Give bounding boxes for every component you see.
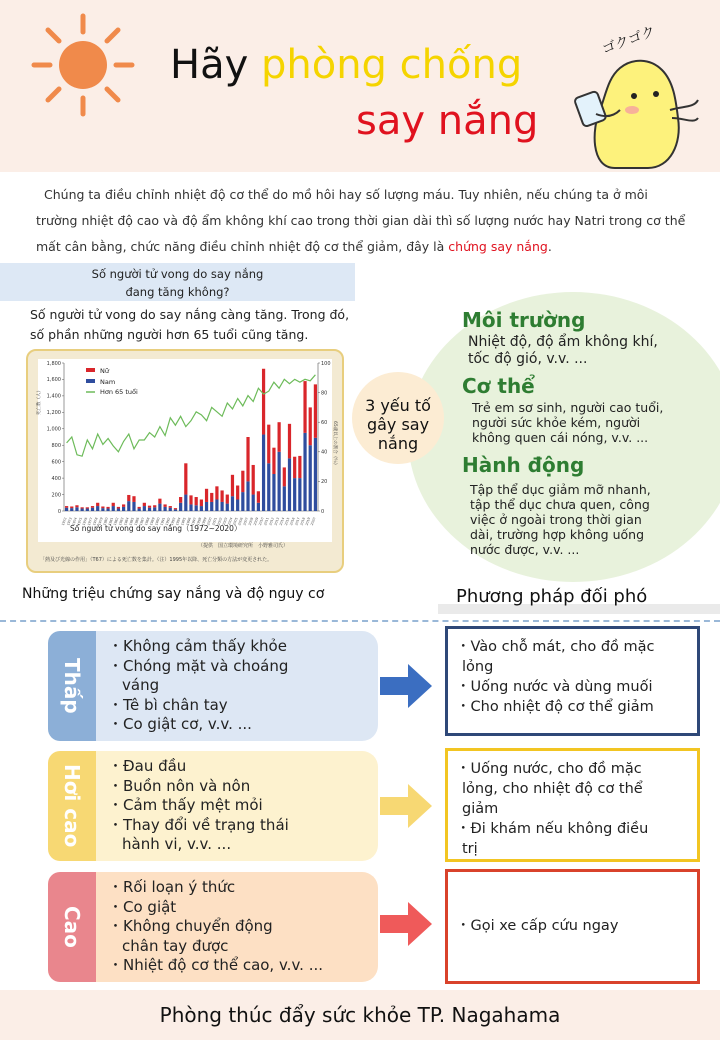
chart-y2-tick-label: 80	[321, 390, 328, 397]
response-high: ・Gọi xe cấp cứu ngay	[445, 869, 700, 984]
chart-bar-male	[158, 504, 161, 511]
chart-bar-female	[215, 486, 218, 499]
chart-bar-male	[127, 501, 130, 511]
chart-x-tick-label: 1979	[97, 516, 104, 526]
chart-bar-male	[288, 458, 291, 511]
chart-bar-male	[303, 433, 306, 511]
symptoms-high: ・Rối loạn ý thức ・Co giật ・Không chuyển động chân tay được ・Nhiệt độ cơ thể cao, v.v. ...	[96, 872, 378, 982]
chart-x-tick-label: 1980	[102, 516, 110, 526]
chart-bar-female	[241, 471, 244, 492]
arrow-right-icon-low	[380, 664, 432, 708]
chart-bar-male	[117, 509, 120, 511]
chart-bar-male	[241, 492, 244, 511]
chart-y2-tick-label: 100	[321, 360, 331, 367]
chart-bar-male	[267, 463, 270, 511]
chart-bar-male	[195, 505, 198, 511]
chart-bar-female	[153, 505, 156, 507]
chart-y-tick-label: 1,400	[46, 393, 61, 400]
legend-label-over65: Hơn 65 tuổi	[100, 388, 138, 396]
page-title-line2: say nắng	[356, 98, 539, 144]
chart-x-tick-label: 2002	[216, 516, 224, 526]
chart-bar-female	[195, 497, 198, 505]
chart-x-tick-label: 1996	[185, 516, 192, 526]
death-chart	[26, 349, 344, 573]
chart-bar-female	[220, 490, 223, 502]
chart-bar-male	[272, 474, 275, 511]
chart-bar-female	[143, 503, 146, 506]
chart-x-tick-label: 1972	[60, 516, 68, 526]
chart-x-tick-label: 2020	[309, 516, 317, 526]
chart-x-tick-label: 2018	[299, 516, 306, 526]
chart-bar-female	[117, 507, 120, 509]
chart-bar-female	[200, 499, 203, 506]
chart-bar-female	[163, 504, 166, 506]
death-chart-svg	[28, 351, 346, 575]
chart-bar-female	[91, 506, 94, 508]
chart-bar-male	[96, 506, 99, 511]
chart-bar-female	[231, 475, 234, 496]
chart-bar-male	[70, 508, 73, 511]
chart-y2-tick-label: 60	[321, 420, 328, 426]
chart-x-tick-label: 2019	[304, 516, 312, 526]
response-low: ・Vào chỗ mát, cho đồ mặc lỏng ・Uống nước và dùng muối ・Cho nhiệt độ cơ thể giảm	[445, 626, 700, 736]
chart-bar-female	[174, 508, 177, 509]
chart-y2-tick-label: 0	[321, 508, 325, 515]
chart-bar-male	[138, 509, 141, 511]
chart-y-tick-label: 1,000	[46, 426, 61, 433]
chart-bar-male	[231, 496, 234, 511]
chart-y-tick-label: 1,200	[46, 410, 61, 417]
chart-x-tick-label: 1983	[118, 516, 125, 526]
chart-bar-female	[252, 465, 255, 495]
chart-y-tick-label: 400	[51, 475, 61, 482]
intro-highlight: chứng say nắng	[448, 239, 548, 254]
chart-bar-male	[112, 506, 115, 511]
chart-bar-female	[70, 506, 73, 508]
chart-bar-female	[210, 493, 213, 502]
footer: Phòng thúc đẩy sức khỏe TP. Nagahama	[0, 990, 720, 1040]
causes-center-line2: gây say	[366, 415, 430, 434]
chart-bar-male	[75, 507, 78, 511]
level-label-high: Cao	[60, 906, 84, 948]
chart-bar-female	[293, 457, 296, 478]
chart-bar-male	[91, 508, 94, 511]
chart-bar-male	[278, 452, 281, 511]
chart-x-tick-label: 1973	[66, 516, 73, 526]
chart-bar-female	[75, 505, 78, 507]
chart-y2-tick-label: 20	[321, 479, 328, 486]
chart-bar-male	[169, 508, 172, 511]
chart-x-tick-label: 1989	[149, 516, 156, 526]
chart-bar-female	[189, 495, 192, 504]
chart-bar-female	[169, 506, 172, 508]
chart-bar-female	[148, 506, 151, 508]
chart-bar-female	[86, 507, 89, 508]
chart-bar-female	[112, 503, 115, 506]
chart-x-tick-label: 1997	[190, 516, 198, 526]
chart-bar-male	[122, 507, 125, 511]
chart-x-tick-label: 2005	[232, 516, 239, 526]
chart-bar-male	[283, 486, 286, 511]
chart-x-tick-label: 2012	[268, 516, 275, 526]
chart-y2label: 65歳以上の割合（％）	[332, 421, 337, 468]
chart-x-tick-label: 1992	[164, 516, 172, 526]
chart-bar-male	[143, 506, 146, 511]
chart-title: Số người tử vong do say nắng（1972~2020）	[70, 524, 242, 533]
chart-bar-male	[257, 503, 260, 511]
header-banner	[0, 0, 720, 172]
chart-bar-male	[309, 445, 312, 511]
chart-y-tick-label: 600	[51, 459, 61, 466]
chart-bar-female	[138, 507, 141, 509]
chart-bar-female	[267, 425, 270, 464]
chart-bar-male	[106, 509, 109, 511]
chart-bar-male	[174, 509, 177, 511]
chart-bar-male	[215, 499, 218, 511]
cause-title-environment: Môi trường	[462, 308, 586, 332]
chart-bar-female	[81, 507, 84, 508]
chart-bar-female	[205, 489, 208, 502]
chart-x-tick-label: 2014	[278, 516, 286, 526]
chart-x-tick-label: 2013	[273, 516, 281, 526]
stats-question-box	[0, 263, 355, 301]
chart-y2-tick-label: 40	[321, 449, 328, 456]
symptoms-low: ・Không cảm thấy khỏe ・Chóng mặt và choáng váng ・Tê bì chân tay ・Co giật cơ, v.v. ...	[96, 631, 378, 741]
chart-bar-female	[179, 497, 182, 503]
chart-x-tick-label: 2003	[221, 516, 229, 526]
chart-x-tick-label: 2007	[242, 516, 249, 526]
chart-bar-female	[283, 467, 286, 486]
chart-bar-female	[236, 486, 239, 500]
stats-answer: Số người tử vong do say nắng càng tăng. Trong đó, số phần những người hơn 65 tuổi cũng tăng.	[30, 307, 350, 342]
chart-x-tick-label: 1987	[138, 516, 146, 526]
chart-x-tick-label: 1978	[92, 516, 99, 526]
chart-bar-female	[272, 448, 275, 474]
cause-desc-action: Tập thể dục giảm mỡ nhanh, tập thể dục chưa quen, công việc ở ngoài trong thời gian dài, trường hợp không uống nước được, v.v. ...	[470, 482, 651, 557]
chart-bar-female	[122, 504, 125, 506]
mascot-drinking-icon	[570, 18, 700, 170]
level-tab-low	[48, 631, 96, 741]
chart-bar-female	[96, 503, 99, 506]
chart-x-tick-label: 2009	[252, 516, 260, 526]
section-divider	[0, 620, 720, 622]
legend-label-male: Nam	[100, 378, 116, 386]
chart-x-tick-label: 1984	[123, 516, 130, 526]
chart-bar-female	[278, 422, 281, 452]
chart-bar-male	[153, 507, 156, 511]
chart-bar-female	[303, 381, 306, 433]
chart-x-tick-label: 1982	[112, 516, 120, 526]
chart-bar-male	[179, 503, 182, 511]
chart-bar-male	[236, 499, 239, 511]
causes-center-line1: 3 yếu tố	[365, 396, 431, 415]
response-mid: ・Uống nước, cho đồ mặc lỏng, cho nhiệt độ cơ thể giảm ・Đi khám nếu không điều trị	[445, 748, 700, 862]
chart-bar-male	[132, 502, 135, 511]
chart-bar-female	[314, 384, 317, 437]
chart-y-tick-label: 800	[51, 443, 61, 450]
chart-x-tick-label: 1975	[76, 516, 84, 526]
chart-bar-male	[298, 478, 301, 511]
chart-bar-male	[148, 508, 151, 511]
chart-x-tick-label: 1994	[175, 516, 182, 526]
chart-note: 「熱及び光線の作用」（T67）による死亡数を集計。（注）1995年以降、死亡分類の方法が変更された。	[40, 557, 273, 563]
chart-bar-female	[309, 407, 312, 445]
intro-paragraph: Chúng ta điều chỉnh nhiệt độ cơ thể do mồ hôi hay số lượng máu. Tuy nhiên, nếu chúng ta ở môi trường nhiệt độ cao và độ ẩm không khí cao trong thời gian dài thì số lượng nước hay Natri trong cơ thể mất cân bằng, chức năng điều chỉnh nhiệt độ cơ thể giảm, đây là chứng say nắng.	[36, 187, 686, 254]
cause-title-action: Hành động	[462, 453, 585, 477]
level-label-mid: Hơi cao	[60, 764, 84, 848]
chart-bar-male	[210, 502, 213, 511]
cause-desc-body: Trẻ em sơ sinh, người cao tuổi, người sức khỏe kém, người không quen cái nóng, v.v. ...	[472, 400, 664, 445]
chart-bar-male	[262, 435, 265, 511]
chart-bar-female	[257, 491, 260, 503]
chart-bar-male	[200, 506, 203, 511]
chart-y-tick-label: 1,600	[46, 377, 61, 384]
chart-bar-female	[246, 437, 249, 481]
chart-bar-male	[101, 508, 104, 511]
arrow-right-icon-high	[380, 902, 432, 946]
chart-bar-male	[314, 438, 317, 511]
chart-x-tick-label: 1976	[81, 516, 89, 526]
causes-center-line3: nắng	[377, 434, 419, 453]
level-tab-mid	[48, 751, 96, 861]
level-label-low: Thấp	[60, 658, 84, 714]
chart-x-tick-label: 1981	[107, 516, 115, 526]
chart-bar-male	[86, 509, 89, 511]
cause-desc-environment: Nhiệt độ, độ ẩm không khí, tốc độ gió, v.v. ...	[468, 334, 658, 367]
chart-bar-male	[226, 504, 229, 511]
chart-bar-female	[184, 463, 187, 494]
chart-x-tick-label: 2000	[206, 516, 213, 526]
response-heading: Phương pháp đối phó	[438, 586, 720, 614]
chart-x-tick-label: 2006	[237, 516, 244, 526]
chart-bar-female	[262, 369, 265, 435]
chart-bar-female	[65, 506, 68, 508]
level-tab-high	[48, 872, 96, 982]
chart-x-tick-label: 1985	[128, 516, 135, 526]
chart-bar-female	[158, 499, 161, 504]
causes-center-circle	[352, 372, 444, 464]
mascot-sound-text: ゴクゴク	[599, 23, 658, 58]
chart-x-tick-label: 1990	[154, 516, 161, 526]
chart-x-tick-label: 1998	[195, 516, 203, 526]
sun-icon	[28, 10, 138, 120]
chart-x-tick-label: 1999	[200, 516, 208, 526]
chart-bar-male	[189, 504, 192, 511]
chart-x-tick-label: 1991	[159, 516, 167, 526]
chart-bar-male	[205, 502, 208, 511]
legend-swatch-male	[86, 379, 95, 383]
stats-question-line1: Số người tử vong do say nắng	[91, 267, 264, 281]
symptoms-heading: Những triệu chứng say nắng và độ nguy cơ	[22, 586, 325, 602]
arrow-right-icon-mid	[380, 784, 432, 828]
chart-bar-female	[288, 424, 291, 459]
chart-bar-female	[106, 507, 109, 509]
cause-title-body: Cơ thể	[462, 374, 535, 398]
chart-x-tick-label: 2011	[263, 516, 270, 526]
chart-bar-male	[163, 507, 166, 511]
chart-ylabel: 死亡数（人）	[37, 388, 42, 415]
chart-x-tick-label: 2016	[289, 516, 296, 526]
legend-swatch-female	[86, 368, 95, 372]
chart-x-tick-label: 1988	[143, 516, 151, 526]
chart-y-tick-label: 0	[57, 508, 61, 515]
chart-bar-male	[220, 502, 223, 511]
chart-bar-male	[184, 495, 187, 511]
chart-x-tick-label: 2010	[257, 516, 265, 526]
chart-x-tick-label: 1986	[133, 516, 141, 526]
chart-bar-female	[298, 456, 301, 478]
chart-bar-male	[252, 495, 255, 511]
chart-bar-female	[101, 506, 104, 508]
symptoms-mid: ・Đau đầu ・Buồn nôn và nôn ・Cảm thấy mệt mỏi ・Thay đổi về trạng thái hành vi, v.v. ...	[96, 751, 378, 861]
chart-source: （提供 国立環境研究所 小野雅司氏）	[198, 543, 289, 549]
chart-x-tick-label: 2008	[247, 516, 255, 526]
chart-x-tick-label: 2001	[211, 516, 218, 526]
chart-bar-male	[293, 478, 296, 511]
chart-bar-male	[81, 509, 84, 511]
chart-bar-male	[246, 481, 249, 511]
chart-bar-female	[127, 495, 130, 501]
chart-x-tick-label: 1995	[180, 516, 187, 526]
chart-bar-female	[226, 495, 229, 504]
chart-x-tick-label: 1993	[169, 516, 177, 526]
chart-x-tick-label: 1974	[71, 516, 78, 526]
legend-label-female: Nữ	[100, 367, 109, 375]
stats-question-line2: đang tăng không?	[125, 285, 230, 299]
chart-y-tick-label: 200	[51, 492, 61, 499]
chart-x-tick-label: 2017	[294, 516, 301, 526]
chart-x-tick-label: 1977	[86, 516, 94, 526]
page-title: Hãy phòng chống	[170, 42, 523, 88]
chart-x-tick-label: 2015	[283, 516, 291, 526]
chart-bar-male	[65, 508, 68, 511]
chart-y-tick-label: 1,800	[46, 360, 61, 367]
chart-bar-female	[132, 496, 135, 502]
chart-x-tick-label: 2004	[226, 516, 234, 526]
